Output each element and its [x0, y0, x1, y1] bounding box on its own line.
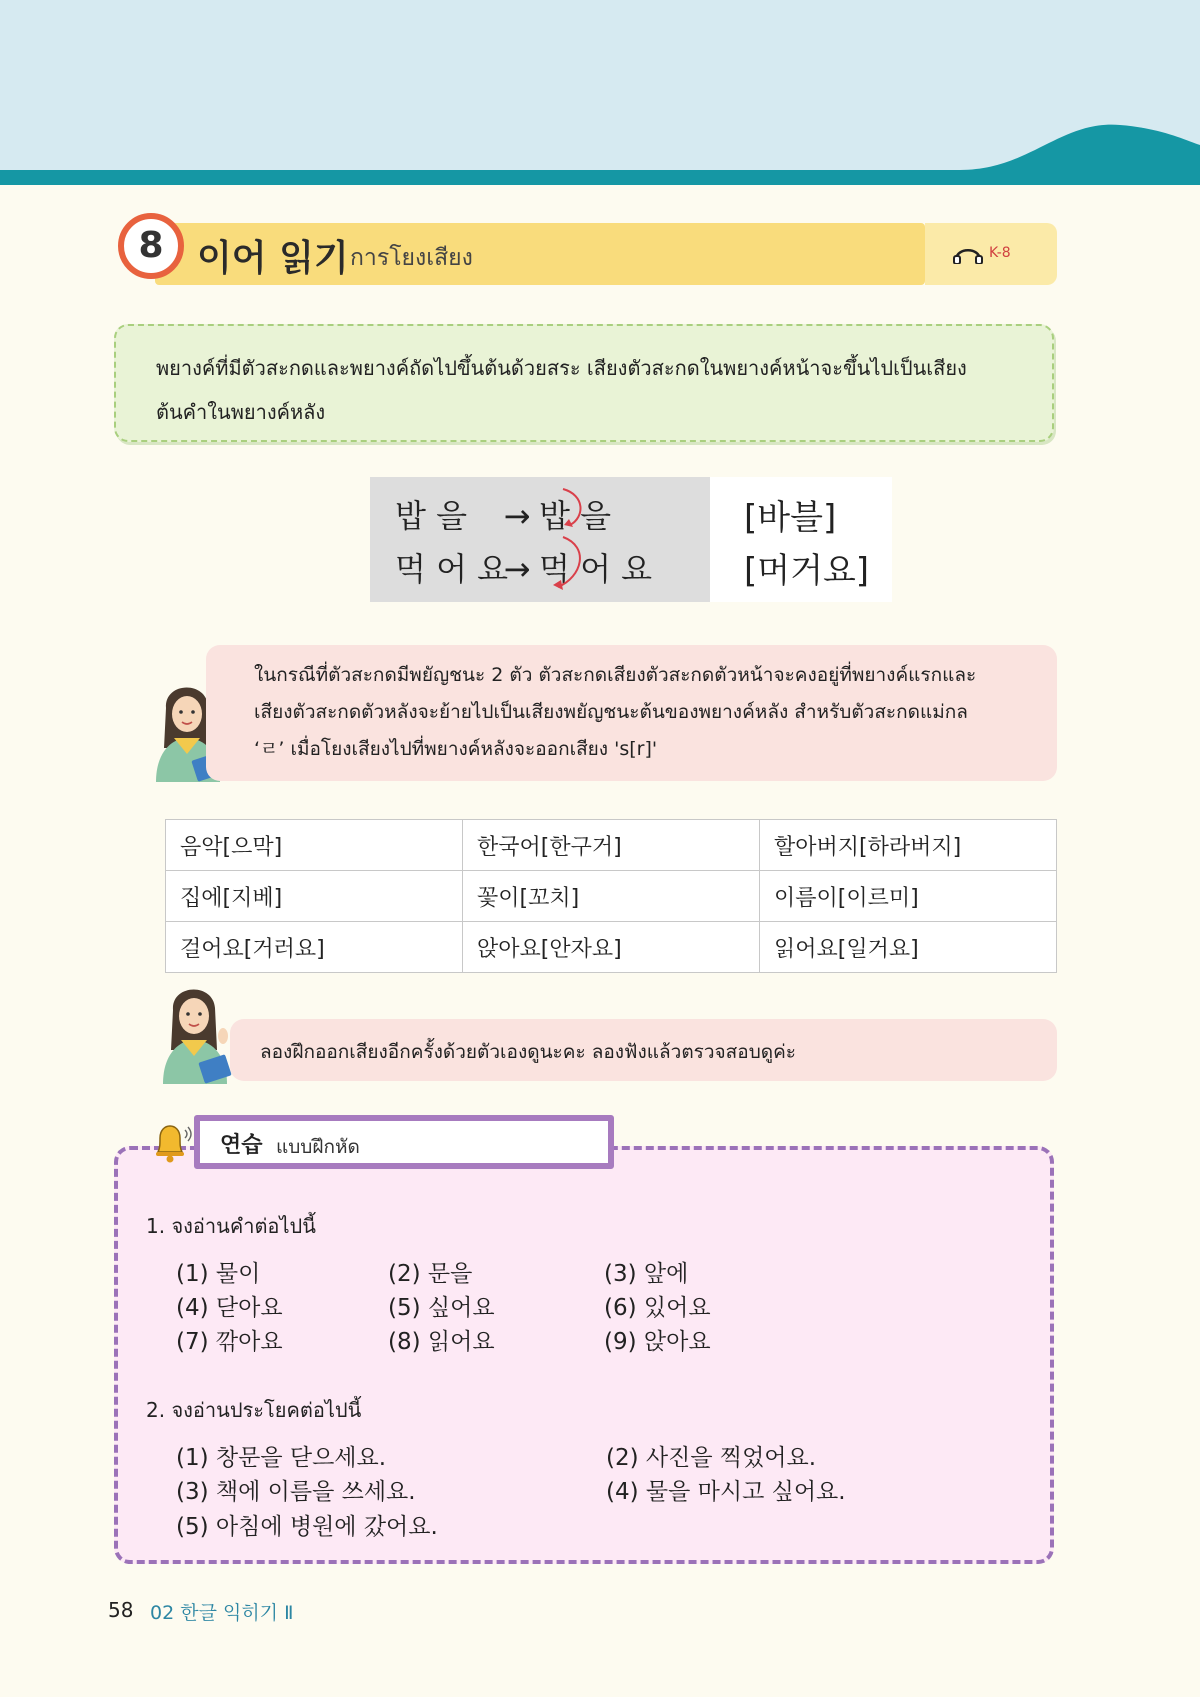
- table-cell: 꽃이[꼬치]: [463, 871, 760, 922]
- question-2-heading: 2. จงอ่านประโยคต่อไปนี้: [146, 1398, 362, 1422]
- chapter-label: 02 한글 익히기 Ⅱ: [150, 1602, 294, 1624]
- tip-1-text: [254, 657, 1044, 768]
- table-cell: 집에[지베]: [166, 871, 463, 922]
- tip-box-2: [230, 1019, 1057, 1081]
- question-2-item: (5) 아침에 병원에 갔어요.: [176, 1514, 438, 1540]
- example-linked: 먹 어 요: [539, 550, 653, 588]
- question-2-item: (2) 사진을 찍었어요.: [606, 1445, 817, 1471]
- rule-text: [156, 346, 1016, 434]
- question-1-item: (7) 깎아요: [176, 1329, 283, 1355]
- practice-title-korean: 연습: [220, 1133, 263, 1158]
- question-1-item: (3) 앞에: [604, 1261, 689, 1287]
- header-band: [0, 0, 1200, 185]
- question-2-item: (4) 물을 마시고 싶어요.: [606, 1479, 846, 1505]
- arrow-icon: →: [503, 550, 531, 588]
- question-1-item: (4) 닫아요: [176, 1295, 283, 1321]
- tip-1-line-1: ในกรณีที่ตัวสะกดมีพยัญชนะ 2 ตัว ตัวสะกดเสียงตัวสะกดตัวหน้าจะคงอยู่ที่พยางค์แรกและ: [254, 664, 977, 686]
- tip-2-text: ลองฝึกออกเสียงอีกครั้งด้วยตัวเองดูนะคะ ลองฟังแล้วตรวจสอบดูค่ะ: [260, 1041, 797, 1063]
- example-words-panel: [370, 477, 710, 602]
- example-pronunciation-panel: [710, 477, 892, 602]
- question-1-item: (6) 있어요: [604, 1295, 711, 1321]
- question-1-item: (9) 앉아요: [604, 1329, 711, 1355]
- example-word: 밥 을: [395, 497, 467, 535]
- table-cell: 읽어요[일거요]: [760, 922, 1057, 973]
- pronunciation-2: [머거요]: [744, 551, 870, 591]
- audio-track[interactable]: [952, 242, 1011, 264]
- example-word: 먹 어 요: [395, 550, 509, 588]
- link-arrow-icon: [370, 477, 710, 602]
- question-1-item: (1) 물이: [176, 1261, 261, 1287]
- pronunciation-1: [바블]: [744, 498, 837, 538]
- table-cell: 이름이[이르미]: [760, 871, 1057, 922]
- question-1-item: (5) 싶어요: [388, 1295, 495, 1321]
- tip-1-line-2: เสียงตัวสะกดตัวหลังจะย้ายไปเป็นเสียงพยัญชนะต้นของพยางค์หลัง สำหรับตัวสะกดแม่กล: [254, 701, 968, 723]
- practice-title-thai: แบบฝึกหัด: [276, 1136, 360, 1158]
- rule-line-1: พยางค์ที่มีตัวสะกดและพยางค์ถัดไปขึ้นต้นด้วยสระ เสียงตัวสะกดในพยางค์หน้าจะขึ้นไปเป็นเสียง: [156, 356, 967, 380]
- table-row: [166, 922, 1057, 973]
- tip-1-line-3: ‘ㄹ’ เมื่อโยงเสียงไปที่พยางค์หลังจะออกเสียง 's[r]': [254, 738, 658, 760]
- tip-box-1: [206, 645, 1057, 781]
- question-2-item: (3) 책에 이름을 쓰세요.: [176, 1479, 416, 1505]
- question-1-item: (8) 읽어요: [388, 1329, 495, 1355]
- practice-tab: [194, 1115, 614, 1169]
- section-title-thai: การโยงเสียง: [350, 245, 473, 271]
- page-number: 58: [108, 1598, 134, 1622]
- table-cell: 할아버지[하라버지]: [760, 820, 1057, 871]
- table-cell: 걸어요[거러요]: [166, 922, 463, 973]
- practice-box: [114, 1146, 1054, 1564]
- rule-box: [114, 324, 1054, 442]
- table-row: [166, 820, 1057, 871]
- table-row: [166, 871, 1057, 922]
- table-cell: 음악[으막]: [166, 820, 463, 871]
- table-cell: 앉아요[안자요]: [463, 922, 760, 973]
- word-table: [165, 819, 1057, 973]
- section-number: 8: [118, 213, 184, 279]
- question-1-heading: 1. จงอ่านคำต่อไปนี้: [146, 1214, 316, 1238]
- rule-line-2: ต้นคำในพยางค์หลัง: [156, 400, 326, 424]
- example-linked: 밥 을: [539, 497, 611, 535]
- question-1-item: (2) 문을: [388, 1261, 473, 1287]
- question-2-item: (1) 창문을 닫으세요.: [176, 1445, 387, 1471]
- table-cell: 한국어[한구거]: [463, 820, 760, 871]
- section-title-korean: 이어 읽기: [197, 238, 349, 279]
- headphones-icon: [952, 242, 986, 264]
- arrow-icon: →: [503, 497, 531, 535]
- audio-track-label: K-8: [989, 245, 1011, 261]
- bell-icon: [148, 1118, 196, 1166]
